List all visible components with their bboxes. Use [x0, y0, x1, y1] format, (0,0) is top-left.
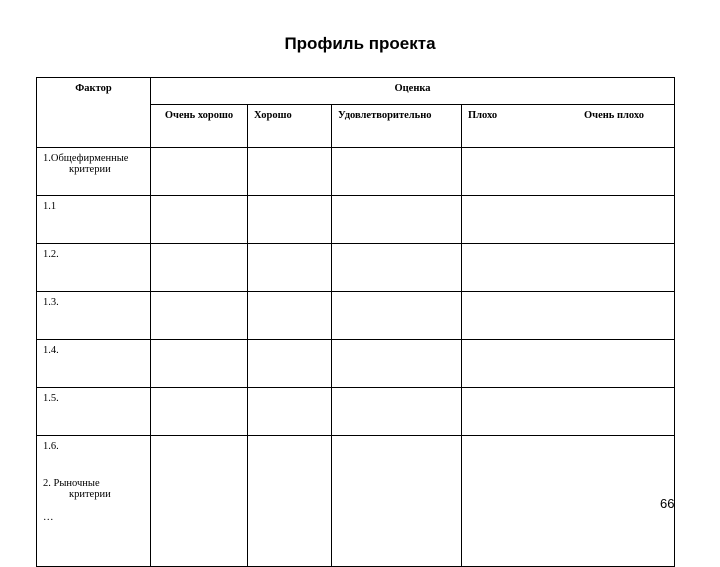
- rating-cell: [462, 388, 675, 436]
- rating-cell: [151, 292, 248, 340]
- rating-bad: Плохо: [468, 110, 498, 121]
- factor-cell: [37, 388, 151, 436]
- rating-cell: [332, 148, 462, 196]
- factor-cell: [37, 292, 151, 340]
- page-number: 66: [660, 496, 675, 511]
- rating-cell: [332, 244, 462, 292]
- factor-label-cont: критерии: [69, 164, 111, 175]
- rating-cell: [248, 340, 332, 388]
- rating-cell: [462, 244, 675, 292]
- rating-cell: [151, 340, 248, 388]
- rating-cell: [248, 244, 332, 292]
- slide-title: Профиль проекта: [284, 34, 436, 53]
- rating-header: Оценка: [151, 78, 675, 105]
- factor-label: 1.1: [43, 201, 57, 212]
- factor-cell: [37, 244, 151, 292]
- rating-cell: [462, 292, 675, 340]
- rating-cell: [248, 436, 332, 567]
- factor-cell: [37, 340, 151, 388]
- table-row: [37, 244, 675, 292]
- factor-cell: [37, 148, 151, 196]
- rating-cell: [151, 148, 248, 196]
- rating-cell: [332, 340, 462, 388]
- rating-cell: [332, 436, 462, 567]
- table-row: [37, 340, 675, 388]
- rating-cell: [332, 196, 462, 244]
- rating-satisfactory: Удовлетворительно: [332, 105, 462, 148]
- factor-cell: [37, 196, 151, 244]
- factor-header: Фактор: [37, 78, 151, 148]
- rating-cell: [332, 388, 462, 436]
- rating-cell: [248, 292, 332, 340]
- factor-label: 1.5.: [43, 393, 59, 404]
- factor-cell: [37, 436, 151, 567]
- rating-good: Хорошо: [248, 105, 332, 148]
- factor-label: 1.4.: [43, 345, 59, 356]
- rating-cell: [462, 436, 675, 567]
- rating-cell: [332, 292, 462, 340]
- rating-bad-verybad-cell: [462, 105, 675, 148]
- rating-very-good: Очень хорошо: [151, 105, 248, 148]
- rating-cell: [462, 148, 675, 196]
- rating-cell: [248, 388, 332, 436]
- table-row: [37, 196, 675, 244]
- factor-label-market-cont: критерии: [69, 489, 111, 500]
- rating-very-bad: Очень плохо: [584, 110, 645, 121]
- factor-label: 1.2.: [43, 249, 59, 260]
- table-row: [37, 436, 675, 567]
- rating-cell: [248, 148, 332, 196]
- factor-label-market: 2. Рыночные: [43, 478, 100, 489]
- table-row: [37, 292, 675, 340]
- rating-cell: [151, 196, 248, 244]
- factor-label: 1.3.: [43, 297, 59, 308]
- factor-label: 1.Общефирменные: [43, 153, 129, 164]
- factor-ellipsis: …: [43, 512, 54, 523]
- factor-label: 1.6.: [43, 441, 59, 452]
- table-row: [37, 148, 675, 196]
- rating-cell: [151, 388, 248, 436]
- rating-cell: [151, 244, 248, 292]
- rating-cell: [151, 436, 248, 567]
- project-profile-table: [36, 77, 675, 567]
- rating-cell: [462, 196, 675, 244]
- rating-cell: [248, 196, 332, 244]
- rating-cell: [462, 340, 675, 388]
- table-row: [37, 388, 675, 436]
